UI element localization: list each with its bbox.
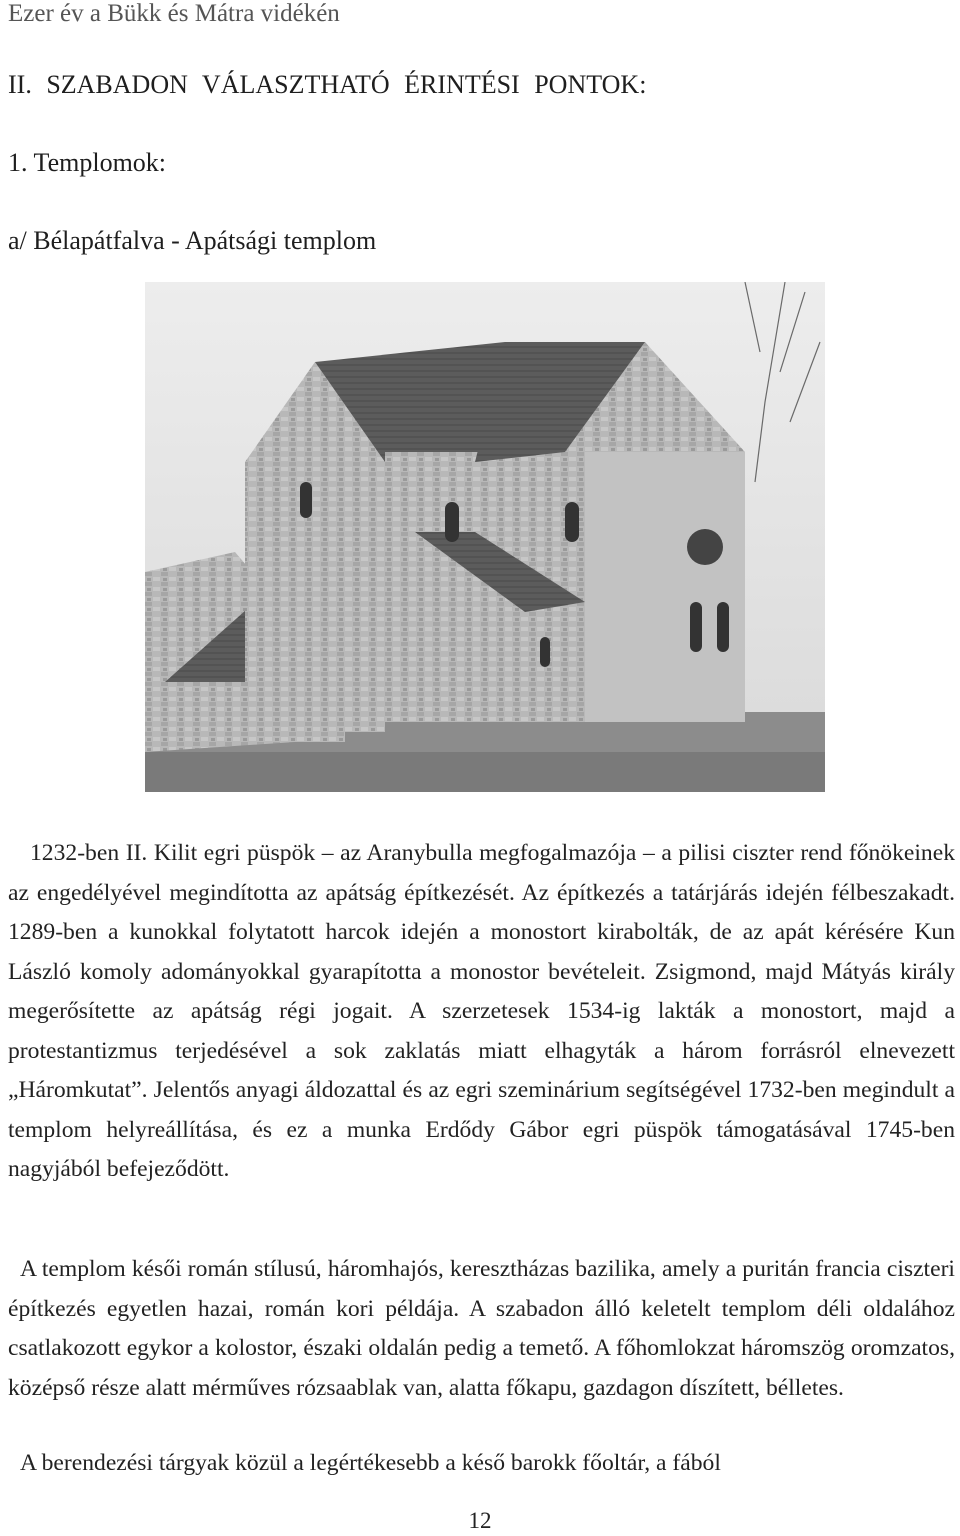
page-number: 12: [468, 1508, 492, 1533]
paragraph-furnishings: A berendezési tárgyak közül a legértékesebb a késő barokk főoltár, a fából: [20, 1450, 721, 1476]
paragraph-history: 1232-ben II. Kilit egri püspök – az Aranybulla megfogalmazója – a pilisi ciszter rend főnökeinek az engedélyével megindította az apátság építkezését. Az építkezés a tatárjárás idején félbeszakadt. 1289-ben a kunokkal folytatott harcok idején a monostort kirabolták, de az apát kérésére Kun László komoly adományokkal gyarapította a monostor bevételeit. Zsigmond, majd Mátyás király megerősítette az apátság régi jogait. A szerzetesek 1534-ig lakták a monostort, majd a protestantizmus terjedésével a sok zaklatás miatt elhagyták a három forrásról elnevezett „Háromkutat”. Jelentős anyagi áldozattal és az egri szeminárium segítségével 1732-ben megindult a templom helyreállítása, és ez a munka Erdődy Gábor egri püspök támogatásával 1745-ben nagyjából befejeződött.: [8, 840, 955, 1182]
paragraph-architecture: A templom késői román stílusú, háromhajós, keresztházas bazilika, amely a puritán francia ciszteri építkezés egyetlen hazai, román kori példája. A szabadon álló keletelt templom déli oldalához csatlakozott egykor a kolostor, északi oldalán pedig a temető. A főhomlokzat háromszög oromzatos, középső része alatt mérműves rózsaablak van, alatta főkapu, gazdagon díszített, bélletes.: [8, 1256, 955, 1401]
subsection-heading: 1. Templomok:: [8, 148, 167, 177]
running-header: Ezer év a Bükk és Mátra vidékén: [8, 0, 340, 27]
item-heading: a/ Bélapátfalva - Apátsági templom: [8, 226, 377, 255]
church-photo: [145, 282, 825, 792]
section-heading: II. SZABADON VÁLASZTHATÓ ÉRINTÉSI PONTOK:: [8, 70, 647, 99]
